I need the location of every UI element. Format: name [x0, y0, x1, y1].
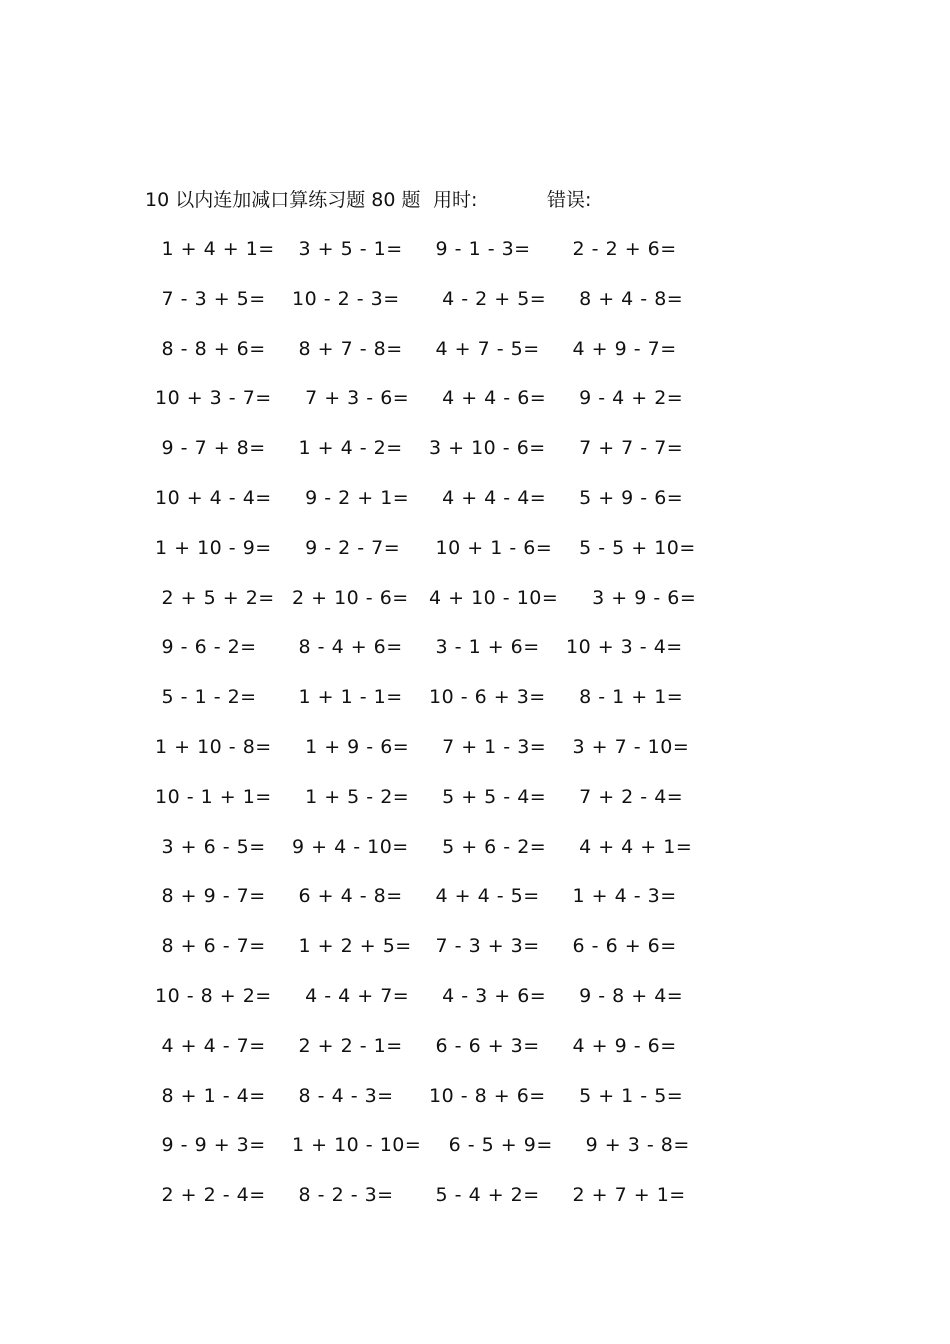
- problem-row: [0, 235, 950, 285]
- error-count-label: 错误:: [547, 189, 592, 211]
- arithmetic-problem: 9 - 6 - 2=: [155, 636, 257, 659]
- arithmetic-problem: 8 + 4 - 8=: [566, 287, 684, 310]
- arithmetic-problem: 6 - 6 + 3=: [429, 1034, 540, 1057]
- time-used-label: 用时:: [433, 189, 478, 211]
- arithmetic-problem: 3 + 10 - 6=: [429, 437, 546, 460]
- problem-row: [0, 882, 950, 932]
- arithmetic-problem: 8 + 9 - 7=: [155, 885, 266, 908]
- arithmetic-problem: 9 - 2 - 7=: [292, 536, 401, 559]
- problem-row: [0, 833, 950, 883]
- arithmetic-problem: 4 + 9 - 6=: [566, 1034, 677, 1057]
- arithmetic-problem: 4 + 4 - 5=: [429, 885, 540, 908]
- arithmetic-problem: 10 + 1 - 6=: [429, 536, 553, 559]
- arithmetic-problem: 4 - 4 + 7=: [292, 984, 410, 1007]
- arithmetic-problem: 8 - 4 + 6=: [292, 636, 403, 659]
- arithmetic-problem: 7 + 2 - 4=: [566, 785, 684, 808]
- problem-row: [0, 1032, 950, 1082]
- problem-row: [0, 1082, 950, 1132]
- arithmetic-problem: 1 + 5 - 2=: [292, 785, 410, 808]
- problem-row: [0, 733, 950, 783]
- arithmetic-problem: 2 + 2 - 4=: [155, 1184, 266, 1207]
- problem-row: [0, 633, 950, 683]
- arithmetic-problem: 2 + 10 - 6=: [292, 586, 409, 609]
- arithmetic-problem: 4 + 4 - 7=: [155, 1034, 266, 1057]
- arithmetic-problem: 1 + 9 - 6=: [292, 735, 410, 758]
- arithmetic-problem: 1 + 4 - 3=: [566, 885, 677, 908]
- arithmetic-problem: 7 + 7 - 7=: [566, 437, 684, 460]
- arithmetic-problem: 5 + 6 - 2=: [429, 835, 547, 858]
- problem-row: [0, 384, 950, 434]
- arithmetic-problem: 10 - 8 + 6=: [429, 1084, 546, 1107]
- arithmetic-problem: 10 + 3 - 7=: [155, 387, 272, 410]
- arithmetic-problem: 5 - 5 + 10=: [566, 536, 696, 559]
- arithmetic-problem: 7 - 3 + 3=: [429, 935, 540, 958]
- arithmetic-problem: 10 - 2 - 3=: [292, 287, 400, 310]
- arithmetic-problem: 10 + 4 - 4=: [155, 486, 272, 509]
- arithmetic-problem: 3 - 1 + 6=: [429, 636, 540, 659]
- arithmetic-problem: 4 + 7 - 5=: [429, 337, 540, 360]
- worksheet-title: 10 以内连加减口算练习题 80 题: [145, 189, 421, 211]
- problem-grid: [0, 235, 950, 1231]
- arithmetic-problem: 6 + 4 - 8=: [292, 885, 403, 908]
- arithmetic-problem: 10 - 6 + 3=: [429, 686, 546, 709]
- arithmetic-problem: 1 + 1 - 1=: [292, 686, 403, 709]
- arithmetic-problem: 8 - 2 - 3=: [292, 1184, 394, 1207]
- arithmetic-problem: 1 + 2 + 5=: [292, 935, 412, 958]
- arithmetic-problem: 5 + 5 - 4=: [429, 785, 547, 808]
- arithmetic-problem: 2 + 5 + 2=: [155, 586, 275, 609]
- arithmetic-problem: 1 + 10 - 8=: [155, 735, 272, 758]
- arithmetic-problem: 3 + 7 - 10=: [566, 735, 690, 758]
- problem-row: [0, 285, 950, 335]
- problem-row: [0, 534, 950, 584]
- arithmetic-problem: 7 + 3 - 6=: [292, 387, 410, 410]
- arithmetic-problem: 4 + 4 + 1=: [566, 835, 693, 858]
- arithmetic-problem: 6 - 6 + 6=: [566, 935, 677, 958]
- arithmetic-problem: 10 - 8 + 2=: [155, 984, 272, 1007]
- arithmetic-problem: 4 - 2 + 5=: [429, 287, 547, 310]
- problem-row: [0, 484, 950, 534]
- arithmetic-problem: 8 + 1 - 4=: [155, 1084, 266, 1107]
- arithmetic-problem: 9 - 7 + 8=: [155, 437, 266, 460]
- arithmetic-problem: 3 + 5 - 1=: [292, 238, 403, 260]
- arithmetic-problem: 1 + 4 + 1=: [155, 238, 275, 260]
- problem-row: [0, 932, 950, 982]
- arithmetic-problem: 2 + 7 + 1=: [566, 1184, 686, 1207]
- arithmetic-problem: 9 - 2 + 1=: [292, 486, 410, 509]
- arithmetic-problem: 5 - 4 + 2=: [429, 1184, 540, 1207]
- arithmetic-problem: 8 + 6 - 7=: [155, 935, 266, 958]
- problem-row: [0, 783, 950, 833]
- arithmetic-problem: 6 - 5 + 9=: [429, 1134, 553, 1157]
- problem-row: [0, 1181, 950, 1231]
- problem-row: [0, 335, 950, 385]
- arithmetic-problem: 9 - 1 - 3=: [429, 238, 531, 260]
- arithmetic-problem: 10 + 3 - 4=: [566, 636, 683, 659]
- arithmetic-problem: 8 + 7 - 8=: [292, 337, 403, 360]
- problem-row: [0, 1131, 950, 1181]
- arithmetic-problem: 5 - 1 - 2=: [155, 686, 257, 709]
- arithmetic-problem: 4 + 4 - 6=: [429, 387, 547, 410]
- problem-row: [0, 982, 950, 1032]
- arithmetic-problem: 3 + 6 - 5=: [155, 835, 266, 858]
- arithmetic-problem: 9 - 9 + 3=: [155, 1134, 266, 1157]
- problem-row: [0, 683, 950, 733]
- arithmetic-problem: 4 + 4 - 4=: [429, 486, 547, 509]
- arithmetic-problem: 1 + 4 - 2=: [292, 437, 403, 460]
- arithmetic-problem: 4 + 10 - 10=: [429, 586, 559, 609]
- arithmetic-problem: 2 + 2 - 1=: [292, 1034, 403, 1057]
- arithmetic-problem: 3 + 9 - 6=: [566, 586, 697, 609]
- problem-row: [0, 584, 950, 634]
- arithmetic-problem: 8 - 4 - 3=: [292, 1084, 394, 1107]
- arithmetic-problem: 5 + 1 - 5=: [566, 1084, 684, 1107]
- arithmetic-problem: 8 - 8 + 6=: [155, 337, 266, 360]
- arithmetic-problem: 1 + 10 - 9=: [155, 536, 272, 559]
- arithmetic-problem: 10 - 1 + 1=: [155, 785, 272, 808]
- arithmetic-problem: 9 + 3 - 8=: [566, 1134, 690, 1157]
- arithmetic-problem: 9 + 4 - 10=: [292, 835, 409, 858]
- arithmetic-problem: 9 - 4 + 2=: [566, 387, 684, 410]
- arithmetic-problem: 1 + 10 - 10=: [292, 1134, 422, 1157]
- arithmetic-problem: 4 - 3 + 6=: [429, 984, 547, 1007]
- arithmetic-problem: 2 - 2 + 6=: [566, 238, 677, 260]
- arithmetic-problem: 8 - 1 + 1=: [566, 686, 684, 709]
- arithmetic-problem: 7 - 3 + 5=: [155, 287, 266, 310]
- arithmetic-problem: 4 + 9 - 7=: [566, 337, 677, 360]
- arithmetic-problem: 9 - 8 + 4=: [566, 984, 684, 1007]
- arithmetic-problem: 7 + 1 - 3=: [429, 735, 547, 758]
- problem-row: [0, 434, 950, 484]
- arithmetic-problem: 5 + 9 - 6=: [566, 486, 684, 509]
